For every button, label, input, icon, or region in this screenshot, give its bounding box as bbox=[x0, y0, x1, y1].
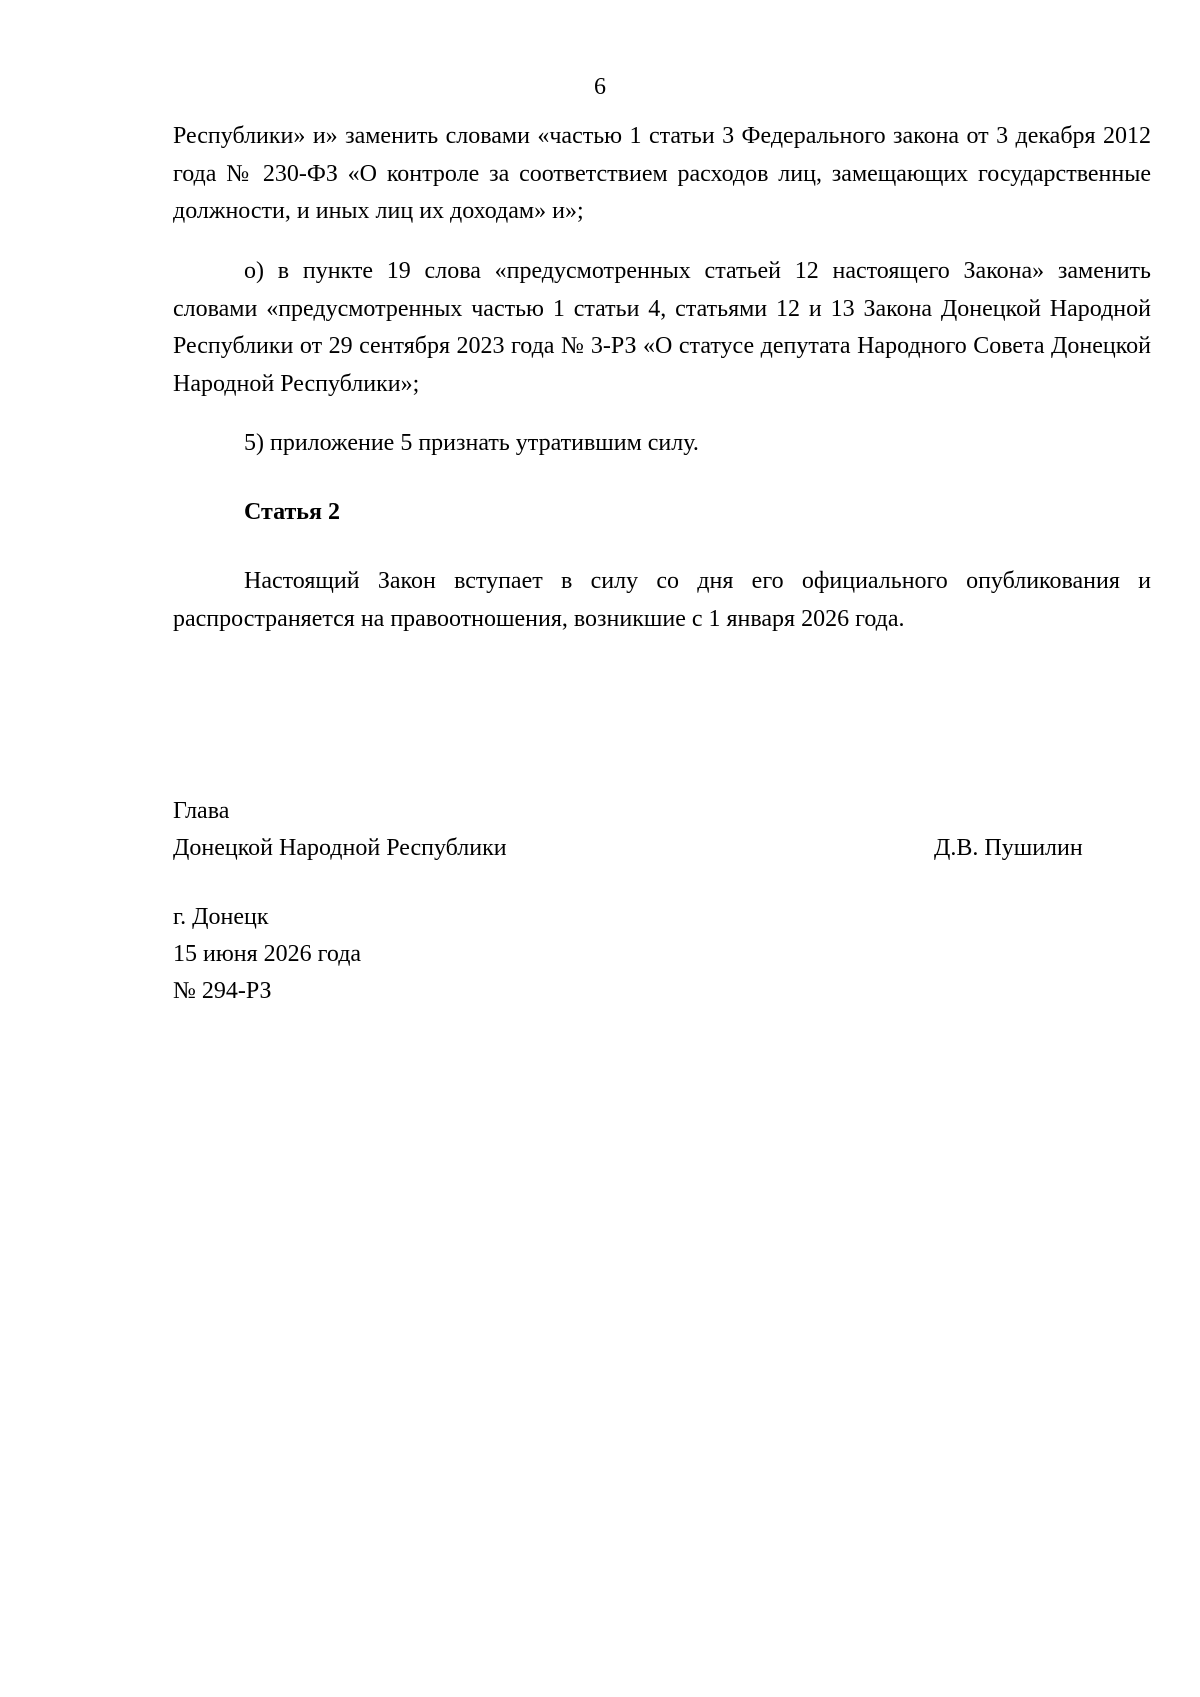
signature-name: Д.В. Пушилин bbox=[934, 835, 1083, 861]
footer-number: № 294-РЗ bbox=[173, 978, 272, 1004]
footer-city: г. Донецк bbox=[173, 904, 269, 930]
paragraph-continuation: Республики» и» заменить словами «частью 1 статьи 3 Федерального закона от 3 декабря 2012 года № 230-ФЗ «О контроле за соответствием расходов лиц, замещающих государственные должности, и иных лиц их доходам» и»; bbox=[173, 123, 1151, 224]
article-text: Настоящий Закон вступает в силу со дня его официального опубликования и распространяется на правоотношения, возникшие с 1 января 2026 года. bbox=[173, 568, 1151, 632]
paragraph-item-o: о) в пункте 19 слова «предусмотренных статьей 12 настоящего Закона» заменить словами «предусмотренных частью 1 статьи 4, статьями 12 и 13 Закона Донецкой Народной Республики от 29 сентября 2023 года № 3-РЗ «О статусе депутата Народного Совета Донецкой Народной Республики»; bbox=[173, 258, 1151, 397]
footer-date: 15 июня 2026 года bbox=[173, 941, 362, 967]
signature-title-line2: Донецкой Народной Республики bbox=[173, 835, 507, 861]
page-number: 6 bbox=[594, 74, 606, 100]
signature-title-line1: Глава bbox=[173, 798, 230, 824]
article-heading: Статья 2 bbox=[244, 499, 340, 525]
paragraph-item-5: 5) приложение 5 признать утратившим силу. bbox=[244, 430, 699, 456]
